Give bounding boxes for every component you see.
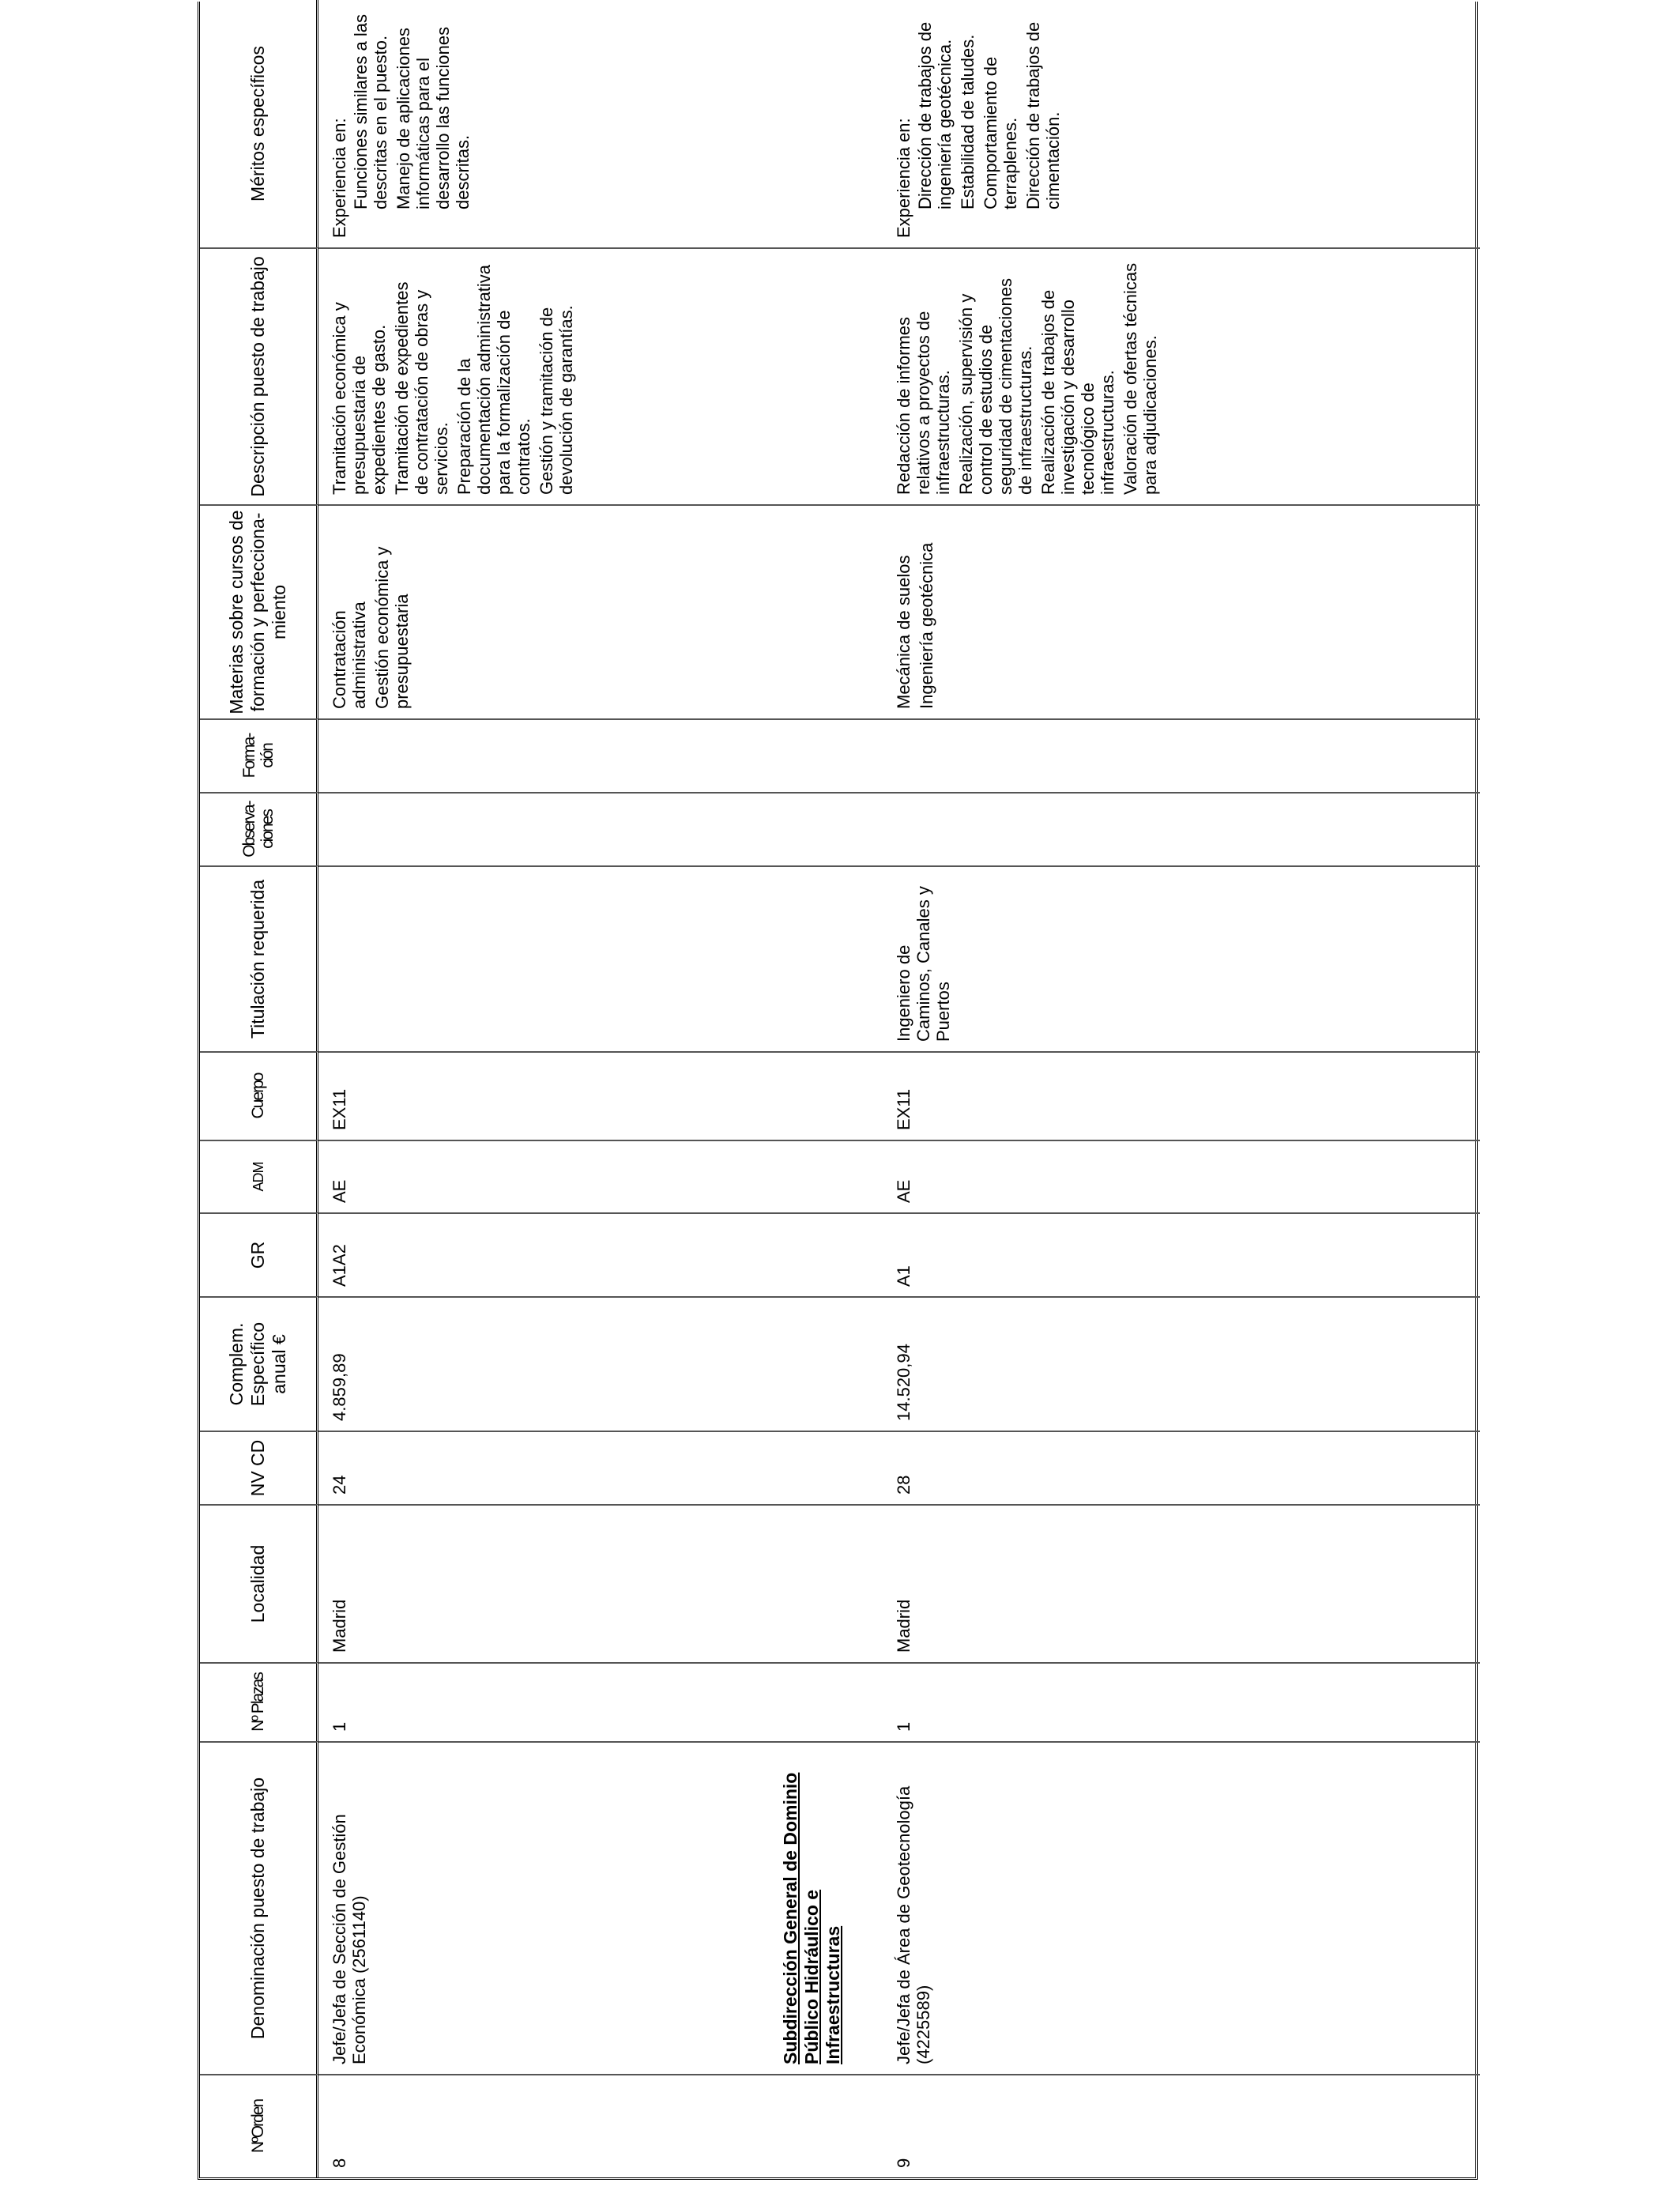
row-8-localidad: Madrid [330,1599,349,1653]
row-9-meritos-title: Experiencia en: [894,118,913,238]
row-8-materia: Gestión económica y presupuestaria [372,546,412,709]
row-9-merito: Comportamiento de terraplenes. [981,56,1020,209]
row-9-adm: AE [894,1179,913,1203]
row-9-grupo: A1 [894,1265,913,1287]
col-nivel [318,1431,1480,1504]
row-8-meritos-title: Experiencia en: [330,118,349,238]
row-8-adm: AE [330,1179,349,1203]
col-cuerpo [318,1051,1480,1140]
col-localidad [318,1504,1480,1662]
header-localidad: Localidad [200,1504,318,1662]
header-denominacion: Denominación puesto de trabajo [200,1741,318,2074]
row-8-materia: Contratación administrativa [330,601,369,709]
header-descripcion: Descripción puesto de trabajo [200,247,318,504]
header-cuerpo: Cuerpo [200,1051,318,1140]
row-8-materias [330,517,415,709]
col-formacion [318,718,1480,792]
header-orden: NºOrden [200,2074,318,2177]
row-8-plazas: 1 [330,1721,349,1732]
row-9-merito: Dirección de trabajos de ingeniería geotécnica. [915,21,955,209]
header-plazas: Nº Plazas [200,1662,318,1741]
row-9-merito: Dirección de trabajos de cimentación. [1023,21,1063,209]
row-9-localidad: Madrid [894,1599,913,1653]
row-9-descripcion-item: Valoración de ofertas técnicas para adjudicaciones. [1121,262,1160,495]
header-meritos: Méritos específicos [200,0,318,247]
row-9-complemento: 14.520,94 [894,1344,913,1421]
row-8-orden: 8 [330,2158,349,2168]
row-9-titulacion: Ingeniero de Caminos, Canales y Puertos [894,886,953,1042]
col-plazas [318,1662,1480,1741]
col-meritos [318,0,1480,247]
header-formacion: Forma-ción [200,718,318,792]
job-table [198,2,1478,2180]
row-9-merito: Estabilidad de taludes. [958,34,977,209]
row-8-merito: Funciones similares a las descritas en el puesto. [351,14,390,209]
header-nivel: NV CD [200,1431,318,1504]
col-orden [318,2074,1480,2177]
header-complemento: Complem. Específico anual € [200,1296,318,1431]
row-8-grupo: A1A2 [330,1244,349,1287]
row-9-nivel: 28 [894,1475,913,1495]
row-9-plazas: 1 [894,1721,913,1732]
row-8-descripcion-item: Gestión y tramitación de devolución de garantías. [537,305,576,495]
row-8-descripcion [330,260,579,495]
col-complemento [318,1296,1480,1431]
header-titulacion: Titulación requerida [200,865,318,1051]
row-8-meritos [330,9,476,238]
header-materias: Materias sobre cursos de formación y perfecciona-miento [200,504,318,718]
header-grupo: GR [200,1212,318,1296]
header-adm: ADM [200,1140,318,1212]
row-8-complemento: 4.859,89 [330,1353,349,1421]
row-9-denominacion: Jefe/Jefa de Área de Geotecnología (4225589) [894,1785,933,2064]
row-9-materia: Ingeniería geotécnica [917,542,936,709]
row-9-materias [894,517,940,709]
col-adm [318,1140,1480,1212]
header-observaciones: Observa-ciones [200,792,318,865]
section-title: Subdirección General de Dominio Público Hidráulico e Infraestructuras [780,1772,843,2064]
row-8-nivel: 24 [330,1475,349,1495]
row-9-descripcion [894,260,1163,495]
row-8-descripcion-item: Tramitación de expedientes de contratación de obras y servicios. [392,281,451,495]
row-9-orden: 9 [894,2158,913,2168]
job-table-grid [200,2,1475,2177]
row-9-materia: Mecánica de suelos [894,555,913,709]
col-materias [318,504,1480,718]
col-grupo [318,1212,1480,1296]
row-8-merito: Manejo de aplicaciones informáticas para el desarrollo las funciones descritas. [394,26,473,209]
row-9-descripcion-item: Redacción de informes relativos a proyectos de infraestructuras. [894,311,953,495]
row-9-descripcion-item: Realización de trabajos de investigación y desarrollo tecnológico de infraestructuras. [1038,289,1117,495]
col-observaciones [318,792,1480,865]
col-denominacion [318,1741,1480,2074]
row-9-descripcion-item: Realización, supervisión y control de estudios de seguridad de cimentaciones de infraestructuras. [956,278,1035,495]
row-8-denominacion: Jefe/Jefa de Sección de Gestión Económica (2561140) [330,1814,369,2064]
col-descripcion [318,247,1480,504]
row-9-meritos [894,9,1066,238]
row-8-descripcion-item: Tramitación económica y presupuestaria de expedientes de gasto. [330,302,389,495]
col-titulacion [318,865,1480,1051]
row-8-cuerpo: EX11 [330,1088,349,1130]
row-9-cuerpo: EX11 [894,1088,913,1130]
row-8-descripcion-item: Preparación de la documentación administrativa para la formalización de contratos. [454,264,533,495]
